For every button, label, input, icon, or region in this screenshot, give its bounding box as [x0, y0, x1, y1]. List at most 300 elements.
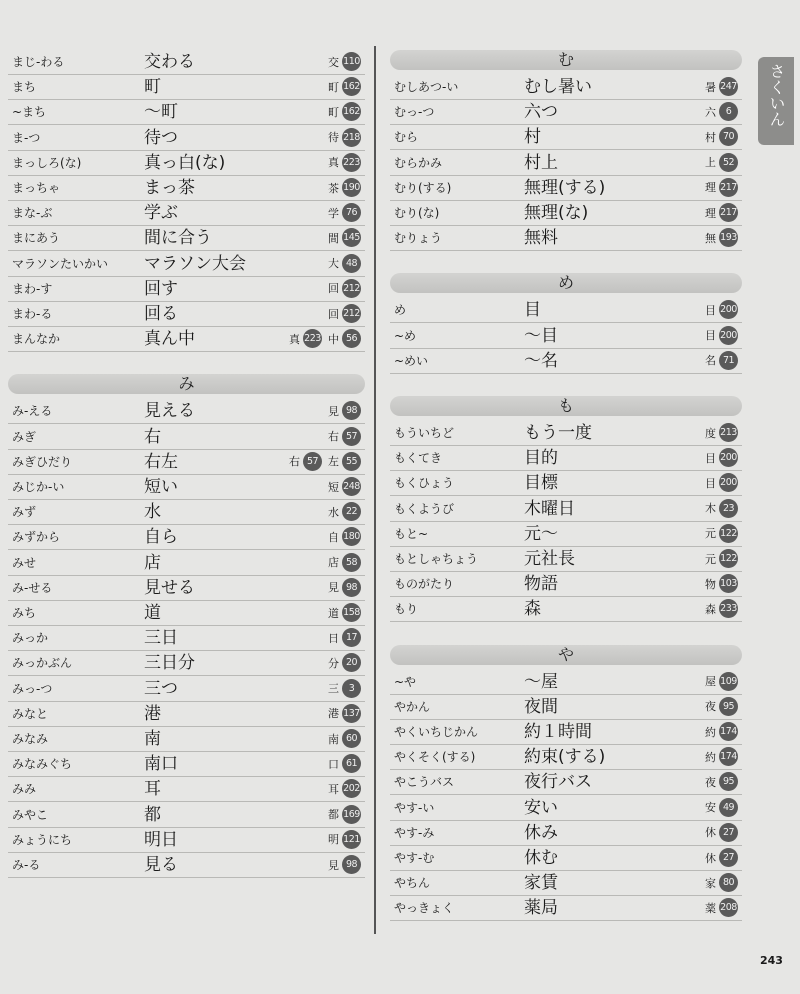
entry-reading: みょうにち	[12, 832, 73, 847]
ref-kanji: 分	[328, 656, 339, 670]
index-row[interactable]	[8, 399, 365, 424]
entry-refs	[328, 679, 364, 698]
entry-word: 真っ白(な)	[144, 152, 226, 173]
entry-word: 村上	[524, 152, 558, 173]
entry-refs	[705, 102, 741, 121]
entry-refs	[705, 848, 741, 867]
index-row[interactable]	[8, 500, 365, 525]
ref-number-badge: 3	[342, 679, 361, 698]
entry-refs	[328, 401, 364, 420]
entry-reading: もくひょう	[394, 476, 455, 491]
entry-word: 水	[144, 502, 161, 523]
entry-refs	[328, 553, 364, 572]
ref-kanji: 真	[328, 156, 339, 170]
entry-word: 家賃	[524, 873, 558, 894]
index-row[interactable]	[390, 125, 742, 150]
entry-word: 見る	[144, 855, 178, 875]
ref-kanji: 元	[705, 527, 716, 541]
entry-refs	[705, 351, 741, 370]
entry-refs	[705, 697, 741, 716]
index-row[interactable]	[390, 547, 742, 572]
ref-kanji: 交	[328, 55, 339, 69]
index-row[interactable]	[8, 327, 365, 352]
ref-kanji: 約	[705, 725, 716, 739]
entry-word: 薬局	[524, 898, 558, 919]
entry-word: 真ん中	[144, 329, 195, 350]
ref-number-badge: 200	[719, 326, 738, 345]
entry-refs	[328, 77, 364, 96]
ref-number-badge: 20	[342, 653, 361, 672]
ref-kanji: 右	[328, 430, 339, 444]
entry-word: 交わる	[144, 52, 195, 72]
entry-word: 町	[144, 77, 161, 98]
entry-reading: もくようび	[394, 501, 455, 516]
index-row[interactable]	[390, 896, 742, 921]
index-row[interactable]	[8, 525, 365, 550]
entry-word: 休み	[524, 822, 558, 843]
ref-kanji: 目	[705, 303, 716, 317]
ref-kanji: 都	[328, 808, 339, 822]
index-row[interactable]	[8, 425, 365, 450]
entry-refs	[705, 672, 741, 691]
entry-refs	[705, 448, 741, 467]
ref-kanji: 木	[705, 502, 716, 516]
entry-reading: みずから	[12, 530, 61, 545]
ref-number-badge: 23	[719, 499, 738, 518]
entry-reading: やす-い	[394, 800, 435, 815]
entry-word: 無理(な)	[524, 203, 589, 223]
index-row[interactable]	[8, 727, 365, 752]
entry-reading: みなみ	[12, 732, 49, 746]
entry-word: 目標	[524, 473, 558, 494]
entry-refs	[328, 427, 364, 446]
ref-number-badge: 98	[342, 578, 361, 597]
ref-kanji: 港	[328, 707, 339, 721]
ref-kanji: 見	[328, 581, 339, 595]
ref-number-badge: 71	[719, 351, 738, 370]
entry-word: 約１時間	[524, 722, 592, 742]
index-row[interactable]	[8, 75, 365, 100]
entry-reading: ~や	[394, 674, 417, 689]
section-heading: み	[8, 374, 365, 394]
ref-number-badge: 212	[342, 279, 361, 298]
ref-kanji: 理	[705, 181, 716, 195]
ref-number-badge: 98	[342, 401, 361, 420]
entry-reading: みっか	[12, 631, 49, 646]
entry-word: 木曜日	[524, 498, 575, 519]
entry-reading: ~まち	[12, 105, 47, 120]
entry-word: 夜間	[524, 696, 558, 717]
entry-refs	[328, 830, 364, 849]
ref-kanji: 目	[705, 451, 716, 465]
entry-refs	[705, 473, 741, 492]
ref-kanji: 理	[705, 206, 716, 220]
ref-kanji: 薬	[705, 901, 716, 915]
entry-word: 休む	[524, 848, 558, 868]
index-row[interactable]	[390, 796, 742, 821]
ref-kanji: 森	[705, 602, 716, 616]
entry-word: ～名	[524, 350, 558, 371]
entry-refs	[328, 653, 364, 672]
entry-reading: マラソンたいかい	[12, 256, 109, 271]
entry-word: 物語	[524, 574, 558, 595]
entry-refs	[289, 452, 364, 471]
entry-reading: み-える	[12, 404, 53, 419]
ref-kanji: 回	[328, 307, 339, 321]
entry-reading: ~めい	[394, 353, 429, 368]
ref-kanji: 目	[705, 329, 716, 343]
entry-word: ～目	[524, 325, 558, 346]
column-divider	[374, 46, 376, 934]
entry-refs	[328, 203, 364, 222]
entry-word: 学ぶ	[144, 203, 178, 224]
entry-reading: み-せる	[12, 580, 53, 595]
index-row[interactable]	[390, 100, 742, 125]
ref-kanji: 学	[328, 206, 339, 220]
entry-reading: むら	[394, 130, 419, 145]
entry-reading: まわ-す	[12, 281, 53, 296]
index-row[interactable]	[8, 277, 365, 302]
entry-reading: みみ	[12, 782, 37, 797]
ref-kanji: 自	[328, 530, 339, 544]
ref-kanji: 安	[705, 801, 716, 815]
entry-reading: ま-つ	[12, 130, 41, 145]
ref-number-badge: 110	[342, 52, 361, 71]
ref-kanji: 右	[289, 455, 300, 469]
ref-kanji: 約	[705, 750, 716, 764]
entry-word: ～町	[144, 102, 178, 123]
index-row[interactable]	[8, 50, 365, 75]
ref-kanji: 度	[705, 426, 716, 440]
entry-refs	[705, 127, 741, 146]
entry-reading: やくいちじかん	[394, 725, 479, 739]
index-side-tab[interactable]	[758, 57, 794, 145]
ref-number-badge: 76	[342, 203, 361, 222]
index-row[interactable]	[390, 497, 742, 522]
ref-kanji: 休	[705, 851, 716, 865]
ref-number-badge: 22	[342, 502, 361, 521]
index-row[interactable]	[8, 777, 365, 802]
section-heading: め	[390, 273, 742, 293]
ref-number-badge: 109	[719, 672, 738, 691]
ref-kanji: 口	[328, 757, 339, 771]
ref-number-badge: 52	[719, 153, 738, 172]
index-row[interactable]	[8, 702, 365, 727]
section-heading: も	[390, 396, 742, 416]
entry-reading: みっかぶん	[12, 656, 73, 671]
entry-refs	[705, 499, 741, 518]
entry-word: むし暑い	[524, 77, 592, 97]
index-row[interactable]	[390, 670, 742, 695]
entry-refs	[705, 423, 741, 442]
ref-kanji: 町	[328, 105, 339, 119]
entry-word: 自ら	[144, 527, 178, 548]
entry-reading: ものがたり	[394, 577, 455, 592]
entry-reading: みやこ	[12, 807, 49, 822]
entry-reading: みち	[12, 606, 37, 620]
entry-refs	[705, 722, 741, 741]
entry-word: 三つ	[144, 678, 178, 699]
ref-number-badge: 208	[719, 898, 738, 917]
ref-kanji: 三	[328, 682, 339, 696]
entry-reading: もり	[394, 602, 419, 617]
ref-kanji: 目	[705, 476, 716, 490]
ref-kanji: 短	[328, 480, 339, 494]
entry-refs	[328, 304, 364, 323]
ref-number-badge: 56	[342, 329, 361, 348]
ref-number-badge: 49	[719, 798, 738, 817]
index-row[interactable]	[390, 226, 742, 251]
index-row[interactable]	[390, 770, 742, 795]
section-heading: む	[390, 50, 742, 70]
ref-kanji: 上	[705, 156, 716, 170]
ref-kanji: 名	[705, 354, 716, 368]
ref-kanji: 夜	[705, 775, 716, 789]
entry-refs	[705, 873, 741, 892]
ref-number-badge: 17	[342, 628, 361, 647]
entry-refs	[705, 178, 741, 197]
ref-number-badge: 233	[719, 599, 738, 618]
index-row[interactable]	[390, 572, 742, 597]
entry-reading: まな-ぶ	[12, 206, 53, 221]
ref-kanji: 南	[328, 732, 339, 746]
ref-number-badge: 158	[342, 603, 361, 622]
ref-kanji: 無	[705, 231, 716, 245]
entry-word: 回す	[144, 278, 178, 299]
index-row[interactable]	[8, 651, 365, 676]
entry-refs	[705, 772, 741, 791]
ref-number-badge: 223	[303, 329, 322, 348]
ref-kanji: 真	[289, 332, 300, 346]
ref-number-badge: 55	[342, 452, 361, 471]
ref-kanji: 大	[328, 257, 339, 271]
entry-word: 短い	[144, 477, 178, 497]
ref-number-badge: 98	[342, 855, 361, 874]
entry-reading: むらかみ	[394, 155, 443, 170]
ref-kanji: 町	[328, 80, 339, 94]
ref-kanji: 回	[328, 282, 339, 296]
ref-kanji: 物	[705, 577, 716, 591]
entry-refs	[328, 477, 364, 496]
index-row[interactable]	[390, 821, 742, 846]
entry-word: 三日分	[144, 653, 195, 674]
ref-kanji: 元	[705, 552, 716, 566]
ref-kanji: 店	[328, 556, 339, 570]
entry-refs	[705, 574, 741, 593]
entry-refs	[328, 279, 364, 298]
index-row[interactable]	[8, 677, 365, 702]
entry-reading: むしあつ-い	[394, 80, 459, 94]
entry-refs	[705, 524, 741, 543]
ref-number-badge: 190	[342, 178, 361, 197]
entry-reading: ~め	[394, 328, 417, 343]
ref-kanji: 村	[705, 130, 716, 144]
entry-reading: やっきょく	[394, 901, 455, 916]
entry-refs	[328, 102, 364, 121]
entry-refs	[328, 527, 364, 546]
entry-word: 見せる	[144, 577, 195, 598]
entry-refs	[328, 228, 364, 247]
entry-refs	[328, 603, 364, 622]
entry-word: 目的	[524, 448, 558, 469]
ref-kanji: 見	[328, 858, 339, 872]
ref-kanji: 間	[328, 231, 339, 245]
entry-word: 六つ	[524, 102, 558, 123]
entry-reading: みぎひだり	[12, 454, 73, 469]
entry-reading: やす-む	[394, 851, 435, 865]
entry-refs	[328, 52, 364, 71]
entry-reading: むっ-つ	[394, 105, 435, 120]
section-heading: や	[390, 645, 742, 665]
ref-kanji: 見	[328, 404, 339, 418]
entry-word: まっ茶	[144, 178, 195, 198]
ref-number-badge: 6	[719, 102, 738, 121]
ref-kanji: 左	[328, 455, 339, 469]
index-row[interactable]	[390, 324, 742, 349]
entry-refs	[705, 898, 741, 917]
entry-word: 右	[144, 426, 161, 447]
entry-word: 店	[144, 552, 161, 573]
entry-refs	[328, 578, 364, 597]
ref-kanji: 道	[328, 606, 339, 620]
entry-word: 道	[144, 603, 161, 623]
ref-kanji: 休	[705, 826, 716, 840]
index-row[interactable]	[8, 752, 365, 777]
ref-number-badge: 58	[342, 553, 361, 572]
index-row[interactable]	[8, 176, 365, 201]
index-row[interactable]	[390, 349, 742, 374]
entry-refs	[328, 153, 364, 172]
index-row[interactable]	[390, 421, 742, 446]
ref-number-badge: 213	[719, 423, 738, 442]
entry-refs	[705, 228, 741, 247]
entry-refs	[705, 823, 741, 842]
entry-word: 右左	[144, 451, 178, 472]
ref-number-badge: 162	[342, 77, 361, 96]
entry-word: 元～	[524, 523, 558, 544]
ref-number-badge: 145	[342, 228, 361, 247]
entry-refs	[705, 153, 741, 172]
ref-number-badge: 61	[342, 754, 361, 773]
entry-reading: みっ-つ	[12, 681, 53, 696]
entry-refs	[328, 254, 364, 273]
ref-number-badge: 202	[342, 779, 361, 798]
entry-word: 夜行バス	[524, 772, 592, 793]
ref-number-badge: 200	[719, 448, 738, 467]
entry-refs	[328, 805, 364, 824]
index-row[interactable]	[390, 597, 742, 622]
entry-word: 港	[144, 703, 161, 724]
entry-reading: まにあう	[12, 231, 61, 246]
index-row[interactable]	[8, 576, 365, 601]
entry-refs	[705, 300, 741, 319]
entry-word: 待つ	[144, 127, 178, 148]
ref-number-badge: 27	[719, 848, 738, 867]
entry-refs	[328, 178, 364, 197]
index-row[interactable]	[390, 75, 742, 100]
entry-word: 間に合う	[144, 228, 212, 249]
entry-word: 村	[524, 127, 541, 148]
entry-reading: むり(な)	[394, 206, 440, 220]
ref-number-badge: 48	[342, 254, 361, 273]
entry-reading: みせ	[12, 555, 37, 570]
index-row[interactable]	[8, 803, 365, 828]
index-row[interactable]	[390, 446, 742, 471]
ref-kanji: 茶	[328, 181, 339, 195]
entry-reading: やす-み	[394, 825, 435, 840]
index-row[interactable]	[8, 853, 365, 878]
ref-number-badge: 57	[342, 427, 361, 446]
entry-word: 三日	[144, 628, 178, 649]
ref-number-badge: 122	[719, 549, 738, 568]
entry-refs	[705, 549, 741, 568]
index-row[interactable]	[390, 846, 742, 871]
entry-word: 無理(する)	[524, 177, 606, 198]
ref-number-badge: 218	[342, 128, 361, 147]
entry-refs	[705, 798, 741, 817]
entry-word: 約束(する)	[524, 747, 606, 768]
index-row[interactable]	[8, 100, 365, 125]
entry-reading: むりょう	[394, 231, 443, 246]
ref-number-badge: 217	[719, 203, 738, 222]
index-row[interactable]	[8, 601, 365, 626]
index-row[interactable]	[390, 298, 742, 323]
ref-number-badge: 121	[342, 830, 361, 849]
index-row[interactable]	[8, 475, 365, 500]
entry-reading: みなと	[12, 706, 49, 721]
entry-reading: もとしゃちょう	[394, 552, 479, 566]
entry-refs	[328, 628, 364, 647]
entry-word: 目	[524, 300, 541, 321]
ref-number-badge: 103	[719, 574, 738, 593]
entry-refs	[705, 77, 741, 96]
entry-word: もう一度	[524, 423, 592, 443]
entry-word: ～屋	[524, 671, 558, 692]
index-row[interactable]	[390, 201, 742, 226]
side-tab-label: さくいん	[767, 63, 786, 127]
entry-reading: やこうバス	[394, 775, 455, 790]
entry-word: 南口	[144, 754, 178, 775]
ref-number-badge: 95	[719, 772, 738, 791]
entry-reading: まち	[12, 80, 37, 95]
index-row[interactable]	[8, 252, 365, 277]
ref-number-badge: 193	[719, 228, 738, 247]
entry-refs	[328, 128, 364, 147]
entry-refs	[705, 326, 741, 345]
ref-kanji: 中	[328, 332, 339, 346]
entry-word: 元社長	[524, 549, 575, 569]
entry-reading: め	[394, 303, 407, 318]
entry-refs	[328, 855, 364, 874]
index-row[interactable]	[8, 828, 365, 853]
entry-word: 明日	[144, 829, 178, 850]
entry-word: 安い	[524, 797, 558, 818]
entry-word: 南	[144, 729, 161, 749]
ref-number-badge: 162	[342, 102, 361, 121]
index-row[interactable]	[8, 450, 365, 475]
entry-reading: みぎ	[12, 429, 37, 444]
entry-reading: もと~	[394, 526, 429, 541]
ref-number-badge: 169	[342, 805, 361, 824]
entry-refs	[328, 779, 364, 798]
entry-word: 見える	[144, 401, 195, 422]
ref-kanji: 暑	[705, 80, 716, 94]
index-row[interactable]	[390, 871, 742, 896]
entry-reading: みず	[12, 505, 37, 520]
ref-number-badge: 27	[719, 823, 738, 842]
ref-number-badge: 180	[342, 527, 361, 546]
entry-reading: みじか-い	[12, 480, 65, 494]
